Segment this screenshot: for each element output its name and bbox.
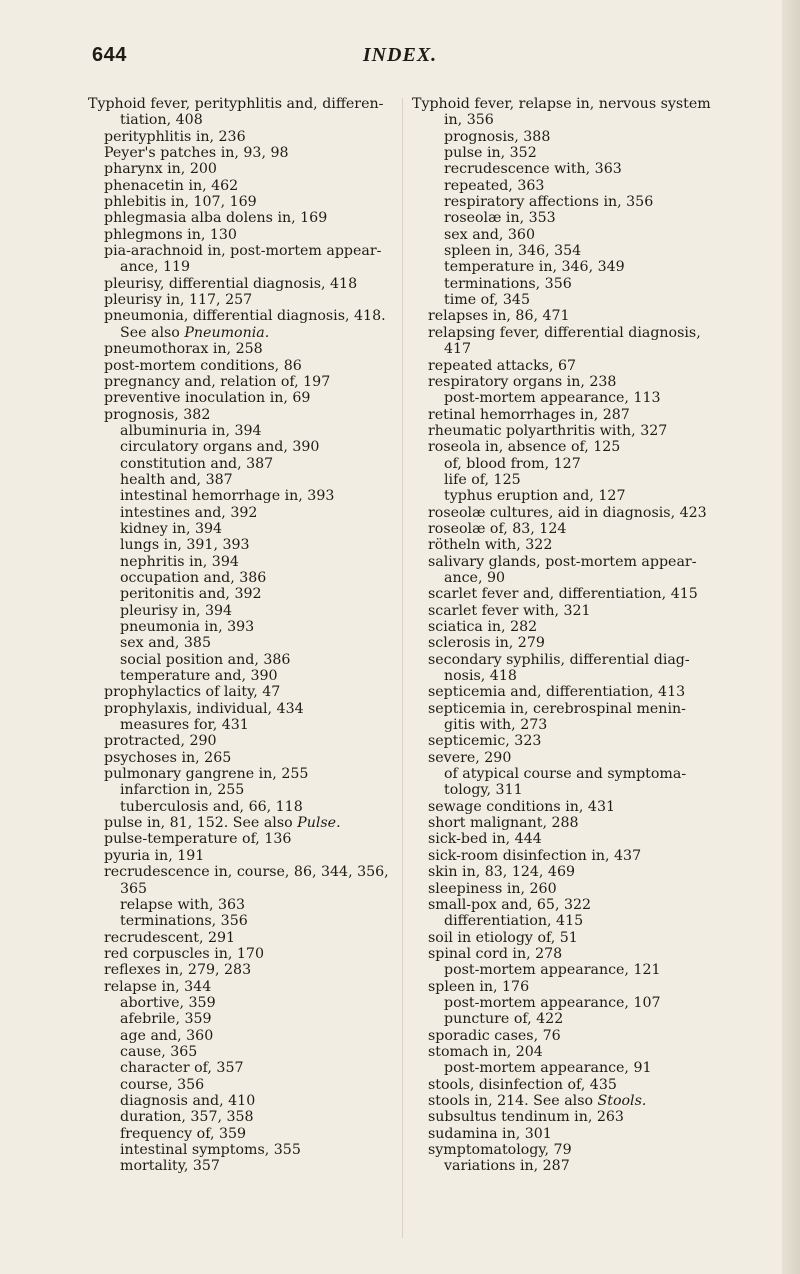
index-entry-text: sclerosis in, 279	[428, 635, 545, 652]
index-entry	[88, 407, 408, 423]
index-entry-text: stomach in, 204	[428, 1043, 543, 1060]
index-entry-text: relapse in, 344	[104, 978, 212, 995]
index-entry-text: protracted, 290	[104, 733, 217, 750]
index-entry	[88, 227, 408, 243]
index-entry	[412, 390, 742, 406]
index-entry	[412, 913, 742, 929]
index-entry-text: sewage conditions in, 431	[428, 798, 615, 815]
index-entry	[88, 831, 408, 847]
index-entry	[88, 554, 408, 570]
index-entry-text: salivary glands, post-mortem appear-	[428, 553, 697, 570]
index-entry-text: pleurisy, differential diagnosis, 418	[104, 275, 358, 292]
index-entry	[412, 831, 742, 847]
index-column-left	[88, 96, 408, 1175]
index-entry	[88, 488, 408, 504]
index-entry-text: psychoses in, 265	[104, 749, 232, 766]
index-entry	[412, 259, 742, 275]
index-entry-text: nephritis in, 394	[120, 553, 239, 570]
index-entry-text: soil in etiology of, 51	[428, 929, 578, 946]
index-entry-text: recrudescence in, course, 86, 344, 356,	[104, 864, 389, 881]
index-entry	[412, 619, 742, 635]
index-entry	[88, 766, 408, 782]
index-entry	[412, 308, 742, 324]
index-entry	[412, 456, 742, 472]
index-entry-text: pleurisy in, 117, 257	[104, 292, 253, 309]
index-entry	[412, 472, 742, 488]
index-entry	[88, 652, 408, 668]
index-entry	[412, 1142, 742, 1158]
index-entry-text: pulse-temperature of, 136	[104, 831, 292, 848]
index-entry	[412, 439, 742, 455]
index-entry-text: pharynx in, 200	[104, 161, 217, 178]
index-entry-text: constitution and, 387	[120, 455, 274, 472]
index-entry-text: pia-arachnoid in, post-mortem appear-	[104, 243, 382, 260]
index-entry	[88, 521, 408, 537]
index-entry-text: spleen in, 346, 354	[444, 243, 582, 260]
index-entry	[88, 325, 408, 341]
index-entry-text: cause, 365	[120, 1043, 198, 1060]
index-entry	[412, 423, 742, 439]
index-entry-text: differentiation, 415	[444, 913, 584, 930]
index-entry	[412, 897, 742, 913]
index-entry-text: pulse in, 81, 152. See also	[104, 815, 298, 832]
index-entry	[412, 554, 742, 570]
index-entry	[88, 930, 408, 946]
index-entry	[412, 962, 742, 978]
index-entry-text: time of, 345	[444, 292, 530, 309]
index-entry-text: Typhoid fever, relapse in, nervous system	[412, 96, 711, 112]
index-entry	[88, 308, 408, 324]
index-entry	[88, 439, 408, 455]
index-entry	[412, 995, 742, 1011]
index-entry	[88, 684, 408, 700]
index-entry-text: prognosis, 388	[444, 128, 551, 145]
index-entry-text: reflexes in, 279, 283	[104, 962, 252, 979]
index-entry	[412, 341, 742, 357]
index-entry-text: sudamina in, 301	[428, 1125, 552, 1142]
index-entry	[88, 946, 408, 962]
index-entry-text: pregnancy and, relation of, 197	[104, 373, 331, 390]
index-entry	[88, 701, 408, 717]
index-entry	[412, 178, 742, 194]
index-entry	[412, 292, 742, 308]
index-entry	[88, 292, 408, 308]
index-entry-text: pneumothorax in, 258	[104, 341, 263, 358]
index-entry	[88, 897, 408, 913]
index-entry	[412, 129, 742, 145]
index-entry-text: peritonitis and, 392	[120, 586, 262, 603]
index-entry	[88, 259, 408, 275]
index-entry	[88, 1077, 408, 1093]
index-entry-text: pneumonia in, 393	[120, 619, 255, 635]
index-entry-text: roseolæ of, 83, 124	[428, 520, 567, 537]
index-entry	[412, 210, 742, 226]
index-entry	[412, 1044, 742, 1060]
index-entry	[88, 1142, 408, 1158]
index-entry-text: post-mortem conditions, 86	[104, 357, 302, 374]
index-cross-reference: Pulse.	[297, 815, 341, 832]
index-entry-text: repeated, 363	[444, 177, 545, 194]
index-entry-text: roseolæ cultures, aid in diagnosis, 423	[428, 504, 707, 521]
index-entry-text: infarction in, 255	[120, 782, 245, 799]
index-entry-text: Peyer's patches in, 93, 98	[104, 145, 289, 162]
index-entry	[88, 243, 408, 259]
index-entry-text: phlegmasia alba dolens in, 169	[104, 210, 328, 227]
index-entry-text: typhus eruption and, 127	[444, 488, 626, 505]
index-entry	[412, 1109, 742, 1125]
index-entry-text: lungs in, 391, 393	[120, 537, 250, 554]
index-entry	[88, 717, 408, 733]
index-entry-text: rheumatic polyarthritis with, 327	[428, 422, 668, 439]
index-entry-text: abortive, 359	[120, 994, 216, 1011]
page-title: INDEX.	[362, 44, 438, 66]
index-entry-text: septicemic, 323	[428, 733, 542, 750]
index-entry-text: social position and, 386	[120, 651, 291, 668]
index-cross-reference: Pneumonia.	[184, 324, 270, 341]
index-entry	[412, 374, 742, 390]
index-entry	[88, 129, 408, 145]
index-entry-text: diagnosis and, 410	[120, 1092, 256, 1109]
index-entry	[88, 864, 408, 880]
index-entry	[88, 112, 408, 128]
index-entry-text: health and, 387	[120, 471, 233, 488]
index-entry-text: roseolæ in, 353	[444, 210, 556, 227]
index-entry-text: occupation and, 386	[120, 569, 267, 586]
index-entry	[412, 96, 742, 112]
index-entry-text: sick-bed in, 444	[428, 831, 542, 848]
index-entry-text: frequency of, 359	[120, 1125, 247, 1142]
index-entry-text: phlebitis in, 107, 169	[104, 194, 257, 211]
index-entry-text: red corpuscles in, 170	[104, 945, 264, 962]
index-entry-text: relapsing fever, differential diagnosis,	[428, 324, 701, 341]
index-entry-text: ance, 90	[444, 569, 506, 586]
index-entry-text: pulse in, 352	[444, 145, 537, 162]
index-entry	[412, 570, 742, 586]
index-entry-text: scarlet fever and, differentiation, 415	[428, 586, 698, 603]
index-entry	[88, 913, 408, 929]
index-entry-text: tology, 311	[444, 782, 523, 799]
index-entry-text: relapse with, 363	[120, 896, 246, 913]
index-entry	[412, 815, 742, 831]
index-entry-text: post-mortem appearance, 107	[444, 994, 661, 1011]
index-entry-text: tuberculosis and, 66, 118	[120, 798, 303, 815]
index-entry-text: stools in, 214. See also	[428, 1092, 598, 1109]
index-entry	[412, 799, 742, 815]
index-entry-text: perityphlitis in, 236	[104, 128, 246, 145]
index-entry	[88, 1044, 408, 1060]
index-entry	[412, 946, 742, 962]
index-entry	[88, 848, 408, 864]
index-entry-text: secondary syphilis, differential diag-	[428, 651, 690, 668]
page-header	[0, 44, 800, 74]
index-entry-text: pleurisy in, 394	[120, 602, 233, 619]
index-entry	[412, 358, 742, 374]
index-entry	[88, 358, 408, 374]
index-entry	[412, 112, 742, 128]
index-entry	[88, 161, 408, 177]
index-entry-text: post-mortem appearance, 113	[444, 390, 661, 407]
index-entry	[412, 1126, 742, 1142]
index-entry	[88, 815, 408, 831]
index-entry	[88, 750, 408, 766]
index-entry-text: sex and, 360	[444, 226, 535, 243]
index-entry	[412, 1011, 742, 1027]
index-entry	[412, 684, 742, 700]
index-entry-text: sciatica in, 282	[428, 619, 538, 635]
index-entry-text: terminations, 356	[444, 275, 572, 292]
index-entry	[88, 668, 408, 684]
index-entry-text: intestinal hemorrhage in, 393	[120, 488, 335, 505]
index-entry	[412, 635, 742, 651]
index-entry-text: in, 356	[444, 112, 494, 129]
index-entry	[412, 766, 742, 782]
index-entry-text: variations in, 287	[444, 1158, 570, 1175]
index-entry	[412, 161, 742, 177]
index-entry	[88, 456, 408, 472]
index-entry	[412, 979, 742, 995]
index-entry	[88, 979, 408, 995]
index-entry-text: spinal cord in, 278	[428, 945, 563, 962]
index-entry	[412, 586, 742, 602]
index-entry	[88, 145, 408, 161]
index-entry	[412, 881, 742, 897]
index-entry-text: stools, disinfection of, 435	[428, 1076, 617, 1093]
index-entry-text: prophylaxis, individual, 434	[104, 700, 304, 717]
index-entry-text: post-mortem appearance, 121	[444, 962, 661, 979]
index-entry-text: septicemia in, cerebrospinal menin-	[428, 700, 686, 717]
index-entry-text: repeated attacks, 67	[428, 357, 577, 374]
index-entry	[412, 505, 742, 521]
index-entry-text: temperature in, 346, 349	[444, 259, 625, 276]
index-entry	[412, 227, 742, 243]
index-entry	[88, 1158, 408, 1174]
index-entry-text: tiation, 408	[120, 112, 203, 129]
index-entry	[412, 407, 742, 423]
index-entry-text: pneumonia, differential diagnosis, 418.	[104, 308, 386, 325]
index-entry-text: phenacetin in, 462	[104, 177, 239, 194]
index-entry-text: retinal hemorrhages in, 287	[428, 406, 630, 423]
index-entry	[88, 537, 408, 553]
index-entry	[412, 1077, 742, 1093]
index-entry-text: relapses in, 86, 471	[428, 308, 570, 325]
index-entry	[88, 586, 408, 602]
index-entry-text: preventive inoculation in, 69	[104, 390, 311, 407]
index-entry-text: afebrile, 359	[120, 1011, 212, 1028]
index-entry	[88, 733, 408, 749]
index-entry	[88, 96, 408, 112]
index-entry	[88, 881, 408, 897]
index-entry	[88, 210, 408, 226]
index-entry	[88, 1011, 408, 1027]
index-entry	[88, 799, 408, 815]
index-entry	[88, 472, 408, 488]
index-entry	[412, 750, 742, 766]
index-entry	[412, 1060, 742, 1076]
index-entry-text: phlegmons in, 130	[104, 226, 237, 243]
index-entry	[88, 619, 408, 635]
index-entry	[412, 276, 742, 292]
index-entry	[412, 537, 742, 553]
index-entry	[412, 1158, 742, 1174]
index-entry	[412, 488, 742, 504]
index-entry	[88, 374, 408, 390]
index-entry-text: albuminuria in, 394	[120, 422, 262, 439]
index-entry	[412, 701, 742, 717]
index-entry-text: respiratory affections in, 356	[444, 194, 654, 211]
index-entry-text: subsultus tendinum in, 263	[428, 1109, 624, 1126]
index-entry-text: 365	[120, 880, 148, 897]
index-entry-text: symptomatology, 79	[428, 1142, 572, 1158]
index-entry-text: ance, 119	[120, 259, 191, 276]
index-entry-text: sick-room disinfection in, 437	[428, 847, 642, 864]
index-entry-text: intestines and, 392	[120, 504, 258, 521]
index-entry-text: scarlet fever with, 321	[428, 602, 591, 619]
index-entry	[412, 194, 742, 210]
index-entry	[412, 848, 742, 864]
index-entry	[412, 652, 742, 668]
index-entry-text: duration, 357, 358	[120, 1109, 254, 1126]
index-entry-text: spleen in, 176	[428, 978, 530, 995]
index-entry	[412, 733, 742, 749]
index-entry	[88, 341, 408, 357]
index-entry	[412, 1028, 742, 1044]
index-entry	[88, 178, 408, 194]
index-entry-text: severe, 290	[428, 749, 512, 766]
index-entry	[412, 668, 742, 684]
index-entry-text: kidney in, 394	[120, 520, 223, 537]
index-entry-text: character of, 357	[120, 1060, 244, 1077]
index-entry	[88, 1093, 408, 1109]
index-entry-text: skin in, 83, 124, 469	[428, 864, 576, 881]
index-entry-text: nosis, 418	[444, 668, 517, 685]
index-entry	[88, 423, 408, 439]
page-edge	[782, 0, 800, 1274]
page-number: 644	[92, 44, 127, 66]
index-entry-text: circulatory organs and, 390	[120, 439, 320, 456]
index-entry-text: 417	[444, 341, 472, 358]
index-entry	[88, 570, 408, 586]
index-entry	[88, 1060, 408, 1076]
index-entry-text: temperature and, 390	[120, 668, 278, 685]
index-entry	[88, 1109, 408, 1125]
index-column-right	[412, 96, 742, 1175]
index-entry-text: sleepiness in, 260	[428, 880, 557, 897]
index-entry-text: respiratory organs in, 238	[428, 373, 617, 390]
index-entry-text: See also	[120, 324, 185, 341]
index-entry-text: short malignant, 288	[428, 815, 579, 832]
index-entry-text: measures for, 431	[120, 717, 249, 734]
index-entry	[88, 1028, 408, 1044]
index-entry-text: sporadic cases, 76	[428, 1027, 561, 1044]
index-entry-text: of, blood from, 127	[444, 455, 581, 472]
index-entry-text: recrudescence with, 363	[444, 161, 622, 178]
index-entry-text: pulmonary gangrene in, 255	[104, 766, 309, 783]
index-entry-text: mortality, 357	[120, 1158, 220, 1175]
index-entry-text: intestinal symptoms, 355	[120, 1142, 301, 1158]
index-entry	[412, 1093, 742, 1109]
index-entry	[88, 782, 408, 798]
index-entry-text: prophylactics of laity, 47	[104, 684, 281, 701]
index-entry-text: age and, 360	[120, 1027, 214, 1044]
index-entry-text: puncture of, 422	[444, 1011, 564, 1028]
index-entry-text: roseola in, absence of, 125	[428, 439, 621, 456]
index-entry-text: Typhoid fever, perityphlitis and, differen-	[88, 96, 384, 112]
index-entry	[88, 1126, 408, 1142]
index-entry	[88, 194, 408, 210]
index-entry	[412, 325, 742, 341]
index-entry-text: rötheln with, 322	[428, 537, 553, 554]
index-entry	[412, 782, 742, 798]
index-entry	[88, 635, 408, 651]
index-entry	[88, 995, 408, 1011]
index-entry	[412, 717, 742, 733]
index-cross-reference: Stools.	[597, 1092, 647, 1109]
index-entry-text: septicemia and, differentiation, 413	[428, 684, 686, 701]
index-entry	[412, 603, 742, 619]
index-entry-text: life of, 125	[444, 471, 521, 488]
index-entry	[88, 505, 408, 521]
index-entry	[88, 962, 408, 978]
index-entry-text: recrudescent, 291	[104, 929, 236, 946]
index-entry	[412, 145, 742, 161]
index-entry-text: post-mortem appearance, 91	[444, 1060, 652, 1077]
index-entry-text: of atypical course and symptoma-	[444, 766, 687, 783]
index-entry	[412, 930, 742, 946]
index-entry-text: prognosis, 382	[104, 406, 211, 423]
index-entry-text: course, 356	[120, 1076, 205, 1093]
index-entry-text: terminations, 356	[120, 913, 248, 930]
index-entry	[88, 603, 408, 619]
index-entry	[412, 243, 742, 259]
index-entry-text: pyuria in, 191	[104, 847, 205, 864]
index-entry	[412, 864, 742, 880]
index-entry-text: gitis with, 273	[444, 717, 548, 734]
index-entry-text: small-pox and, 65, 322	[428, 896, 592, 913]
index-entry-text: sex and, 385	[120, 635, 211, 652]
index-entry	[88, 390, 408, 406]
index-entry	[412, 521, 742, 537]
index-entry	[88, 276, 408, 292]
